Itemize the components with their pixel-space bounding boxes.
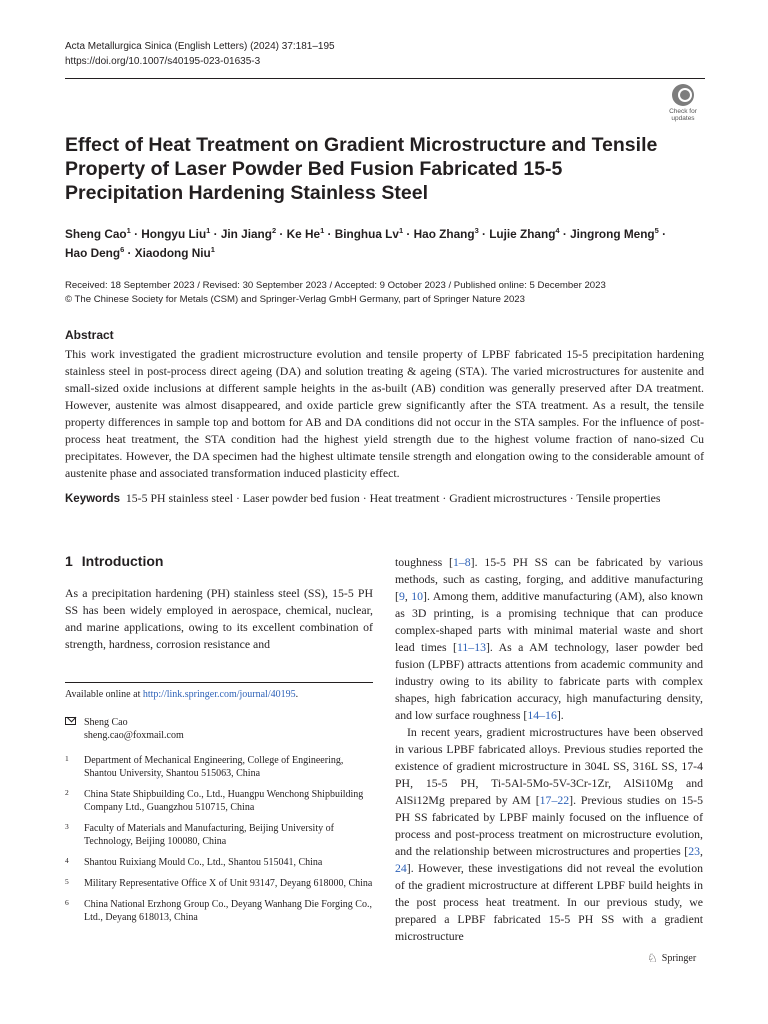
intro-paragraph-3: In recent years, gradient microstructures have been observed in various LPBF fabricated alloys. Previous studies reported the existence of gradient microstructure in 304L SS, 316L SS, 17-4 PH, 15-5 PH, Ti-5Al-5Mo-5V-3Cr-1Zr, AlSi10Mg and AlSi12Mg prepared by AM [17–22]. Previous studies on 15-5 PH SS fabricated by LPBF mainly focused on the influence of process and post-process treatment on microstructure evolution, and the relationship between microstructures and properties [23, 24]. However, these investigations did not reveal the evolution of the gradient microstructure at different LPBF build heights in the post process heat treatment. In our previous study, we prepared a LPBF fabricated 15-5 PH SS with a gradient microstructure xyxy=(395,725,703,943)
affiliation-item: 3 Faculty of Materials and Manufacturing, Beijing University of Technology, Beijing 100080, China xyxy=(65,822,334,847)
affiliation-item: 1 Department of Mechanical Engineering, College of Engineering, Shantou University, Shantou 515063, China xyxy=(65,754,344,779)
affiliation-item: 2 China State Shipbuilding Co., Ltd., Huangpu Wenchong Shipbuilding Company Ltd., Guangzhou 510715, China xyxy=(65,788,364,813)
publisher-name: Springer xyxy=(661,953,697,964)
journal-citation: Acta Metallurgica Sinica (English Letters) (2024) 37:181–195 xyxy=(65,41,335,52)
doi-link[interactable]: https://doi.org/10.1007/s40195-023-01635-3 xyxy=(65,56,261,67)
author-list: Sheng Cao$^1$ · Hongyu Liu$^1$ · Jin Jiang$^2$ · Ke $He^1$ · Binghua $Lv^1$ · Hao Zhang$^3$ · Lujie Zhang$^4$ · Jingrong Meng$^5$ · Hao Deng$^6$ · Xiaodong Niu$^1$ xyxy=(65,226,667,260)
footnote-rule xyxy=(65,682,373,683)
intro-paragraph-2: toughness [1–8]. 15-5 PH SS can be fabricated by various methods, such as casting, forging, and additive manufacturing [9, 10]. Among them, additive manufacturing (AM), also known as 3D printing, is a promising technique that can produce complex-shaped parts with minimal material waste and short lead times [11–13]. As a AM technology, laser powder bed fusion (LPBF) attracts attentions from academic community and industry owing to its ability to fabricate parts with complex shapes, high fabrication accuracy, high manufacturing density, and low surface roughness [14–16]. xyxy=(395,555,703,722)
section-number: 1 xyxy=(65,553,73,569)
envelope-icon xyxy=(65,717,76,725)
citation-link[interactable]: 10 xyxy=(411,589,424,603)
paper-title: Effect of Heat Treatment on Gradient Microstructure and Tensile Property of Laser Powder Bed Fusion Fabricated 15-5 Precipitation Hardening Stainless Steel xyxy=(65,134,658,204)
author[interactable]: Ke He$^1$ xyxy=(286,226,325,241)
author[interactable]: Lujie Zhang$^4$ xyxy=(489,226,560,241)
abstract-text: This work investigated the gradient microstructure evolution and tensile property of LPBF fabricated 15-5 precipitation hardening stainless steel in post-process direct ageing (DA) and solution treating & ageing (STA). The varied microstructures for austenite and small-sized oxide inclusions at different sample heights in the as-built (AB) condition was generally preserved after DA treatment. However, austenite was almost disappeared, and oxide particle grew significantly after the STA treatment. As a result, the tensile property differences in sample top and bottom for AB and DA conditions did not occur in the STA samples. For the influence of post-process heat treatment, the STA condition had the highest yield strength due to the highest volume fraction of nano-sized Cu precipitates. However, the DA specimen had the highest ultimate tensile strength and elongation owing to the considerable amount of austenite phase and associated transformation induced plasticity effect. xyxy=(65,347,704,480)
author[interactable]: Jingrong Meng$^5$ xyxy=(570,226,659,241)
springer-horse-icon: ♘ xyxy=(647,951,658,965)
publication-history xyxy=(65,279,705,307)
affiliation-item: 4 Shantou Ruixiang Mould Co., Ltd., Shantou 515041, China xyxy=(65,856,323,868)
citation-link[interactable]: 14–16 xyxy=(527,708,557,722)
journal-link[interactable]: http://link.springer.com/journal/40195 xyxy=(142,689,296,700)
header-rule xyxy=(65,78,705,79)
author[interactable]: Hongyu Liu$^1$ xyxy=(141,226,211,241)
keywords-label: Keywords xyxy=(65,493,120,505)
author[interactable]: Jin Jiang$^2$ xyxy=(220,226,277,241)
affiliation-item: 6 China National Erzhong Group Co., Deyang Wanhang Die Forging Co., Ltd., Deyang 618013, China xyxy=(65,898,372,923)
section-heading xyxy=(65,553,163,569)
author[interactable]: Binghua Lv$^1$ xyxy=(334,226,404,241)
citation-link[interactable]: 23 xyxy=(688,844,701,858)
badge-line-2: updates xyxy=(671,115,695,122)
affiliation-item: 5 Military Representative Office X of Unit 93147, Deyang 618000, China xyxy=(65,877,373,889)
corresponding-name: Sheng Cao xyxy=(84,717,128,728)
corresponding-author xyxy=(65,716,373,742)
corresponding-email[interactable]: sheng.cao@foxmail.com xyxy=(84,730,184,741)
keywords-text: 15-5 PH stainless steel · Laser powder bed fusion · Heat treatment · Gradient microstructures · Tensile properties xyxy=(125,491,661,505)
abstract-heading: Abstract xyxy=(65,328,114,342)
journal-header xyxy=(65,39,335,69)
citation-link[interactable]: 24 xyxy=(395,861,407,875)
publisher-mark xyxy=(647,951,696,966)
affiliations xyxy=(65,754,373,932)
author[interactable]: Xiaodong Niu$^1$ xyxy=(134,245,215,260)
check-for-updates-badge[interactable] xyxy=(662,84,704,124)
citation-link[interactable]: 11–13 xyxy=(456,640,486,654)
author[interactable]: Hao Deng$^6$ xyxy=(65,245,125,260)
available-suffix: . xyxy=(295,689,299,700)
citation-link[interactable]: 17–22 xyxy=(539,793,570,807)
copyright-line: © The Chinese Society for Metals (CSM) and Springer-Verlag GmbH Germany, part of Springer Nature 2023 xyxy=(65,294,525,305)
right-column xyxy=(395,554,703,945)
available-online xyxy=(65,688,373,702)
keywords xyxy=(65,490,704,508)
check-updates-icon xyxy=(672,84,694,106)
author[interactable]: Hao Zhang$^3$ xyxy=(413,226,479,241)
dates-line: Received: 18 September 2023 / Revised: 30 September 2023 / Accepted: 9 October 2023 / Published online: 5 December 2023 xyxy=(65,280,606,291)
section-title: Introduction xyxy=(81,553,164,569)
author[interactable]: Sheng Cao$^1$ xyxy=(65,226,131,241)
available-prefix: Available online at xyxy=(65,689,143,700)
citation-link[interactable]: 1–8 xyxy=(452,555,471,569)
intro-paragraph-1: As a precipitation hardening (PH) stainless steel (SS), 15-5 PH SS has been widely employed in aerospace, chemical, nuclear, and marine applications, owing to its excellent combination of strength, hardness, corrosion resistance and xyxy=(65,586,373,651)
citation-link[interactable]: 9 xyxy=(398,589,405,603)
left-column xyxy=(65,585,373,653)
badge-line-1: Check for xyxy=(669,108,697,115)
